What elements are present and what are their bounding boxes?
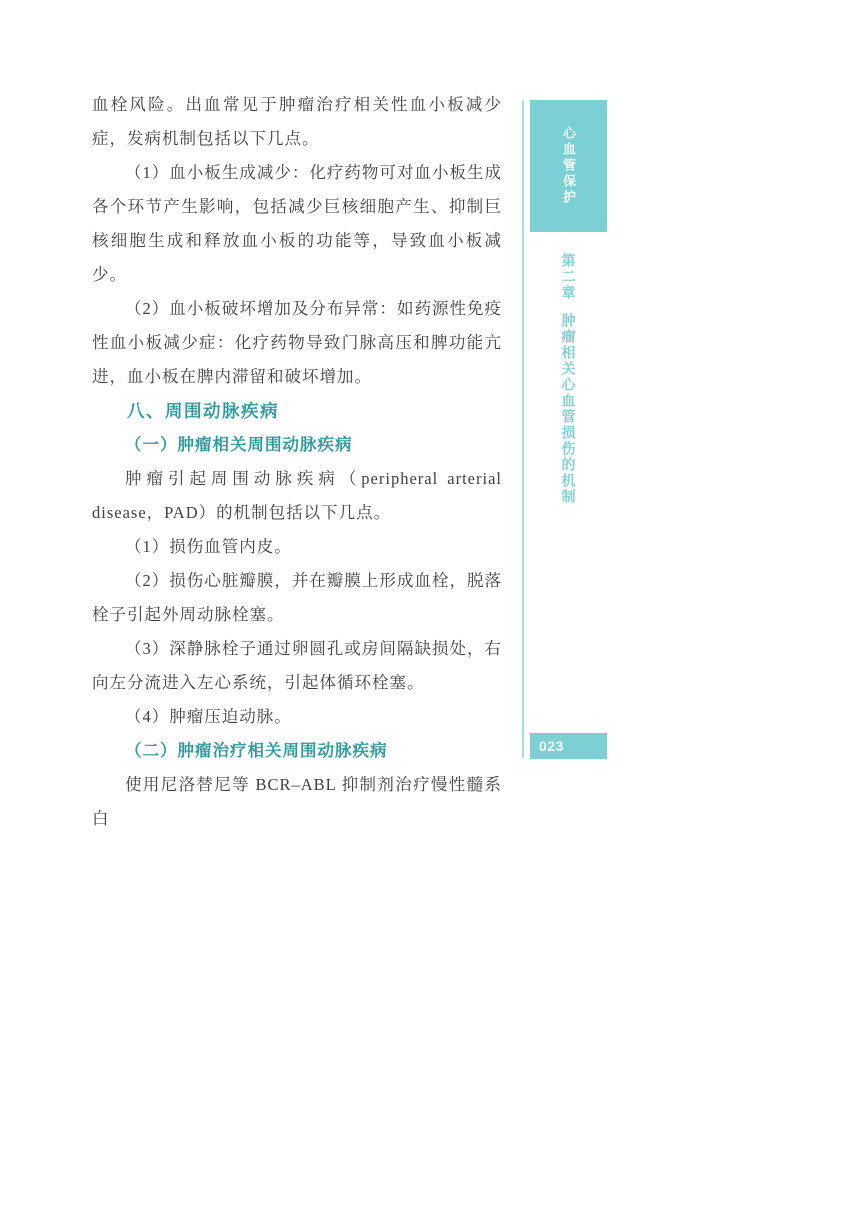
part-title-vertical-text: 心血管保护 [561, 126, 576, 206]
sub-heading: （一）肿瘤相关周围动脉疾病 [125, 436, 353, 454]
chapter-number-label: 第二章 [560, 253, 577, 301]
chapter-heading-vertical [530, 253, 607, 513]
body-paragraph: 使用尼洛替尼等 BCR–ABL 抑制剂治疗慢性髓系白 [92, 775, 502, 828]
section-heading: 八、周围动脉疾病 [127, 401, 279, 421]
page-number-badge: 023 [530, 733, 607, 759]
sub-heading: （二）肿瘤治疗相关周围动脉疾病 [125, 742, 388, 760]
body-paragraph: （2）血小板破坏增加及分布异常：如药源性免疫性血小板减少症：化疗药物导致门脉高压和脾功能亢进，血小板在脾内滞留和破坏增加。 [92, 299, 502, 386]
chapter-heading-flow [559, 253, 579, 513]
body-paragraph: 肿瘤引起周围动脉疾病（peripheral arterial disease，PAD）的机制包括以下几点。 [92, 469, 502, 522]
body-paragraph: （3）深静脉栓子通过卵圆孔或房间隔缺损处，右向左分流进入左心系统，引起体循环栓塞。 [92, 639, 502, 692]
main-text-column [92, 88, 502, 836]
sidebar-divider-rule [522, 100, 524, 758]
body-paragraph: （1）损伤血管内皮。 [125, 537, 292, 556]
body-paragraph: （1）血小板生成减少：化疗药物可对血小板生成各个环节产生影响，包括减少巨核细胞产生、抑制巨核细胞生成和释放血小板的功能等，导致血小板减少。 [92, 163, 502, 284]
body-paragraph: 血栓风险。出血常见于肿瘤治疗相关性血小板减少症，发病机制包括以下几点。 [92, 95, 502, 148]
chapter-title-label: 肿瘤相关心血管损伤的机制 [560, 313, 577, 505]
body-paragraph: （4）肿瘤压迫动脉。 [125, 707, 292, 726]
body-paragraph: （2）损伤心脏瓣膜，并在瓣膜上形成血栓，脱落栓子引起外周动脉栓塞。 [92, 571, 502, 624]
part-title-box [530, 100, 607, 232]
